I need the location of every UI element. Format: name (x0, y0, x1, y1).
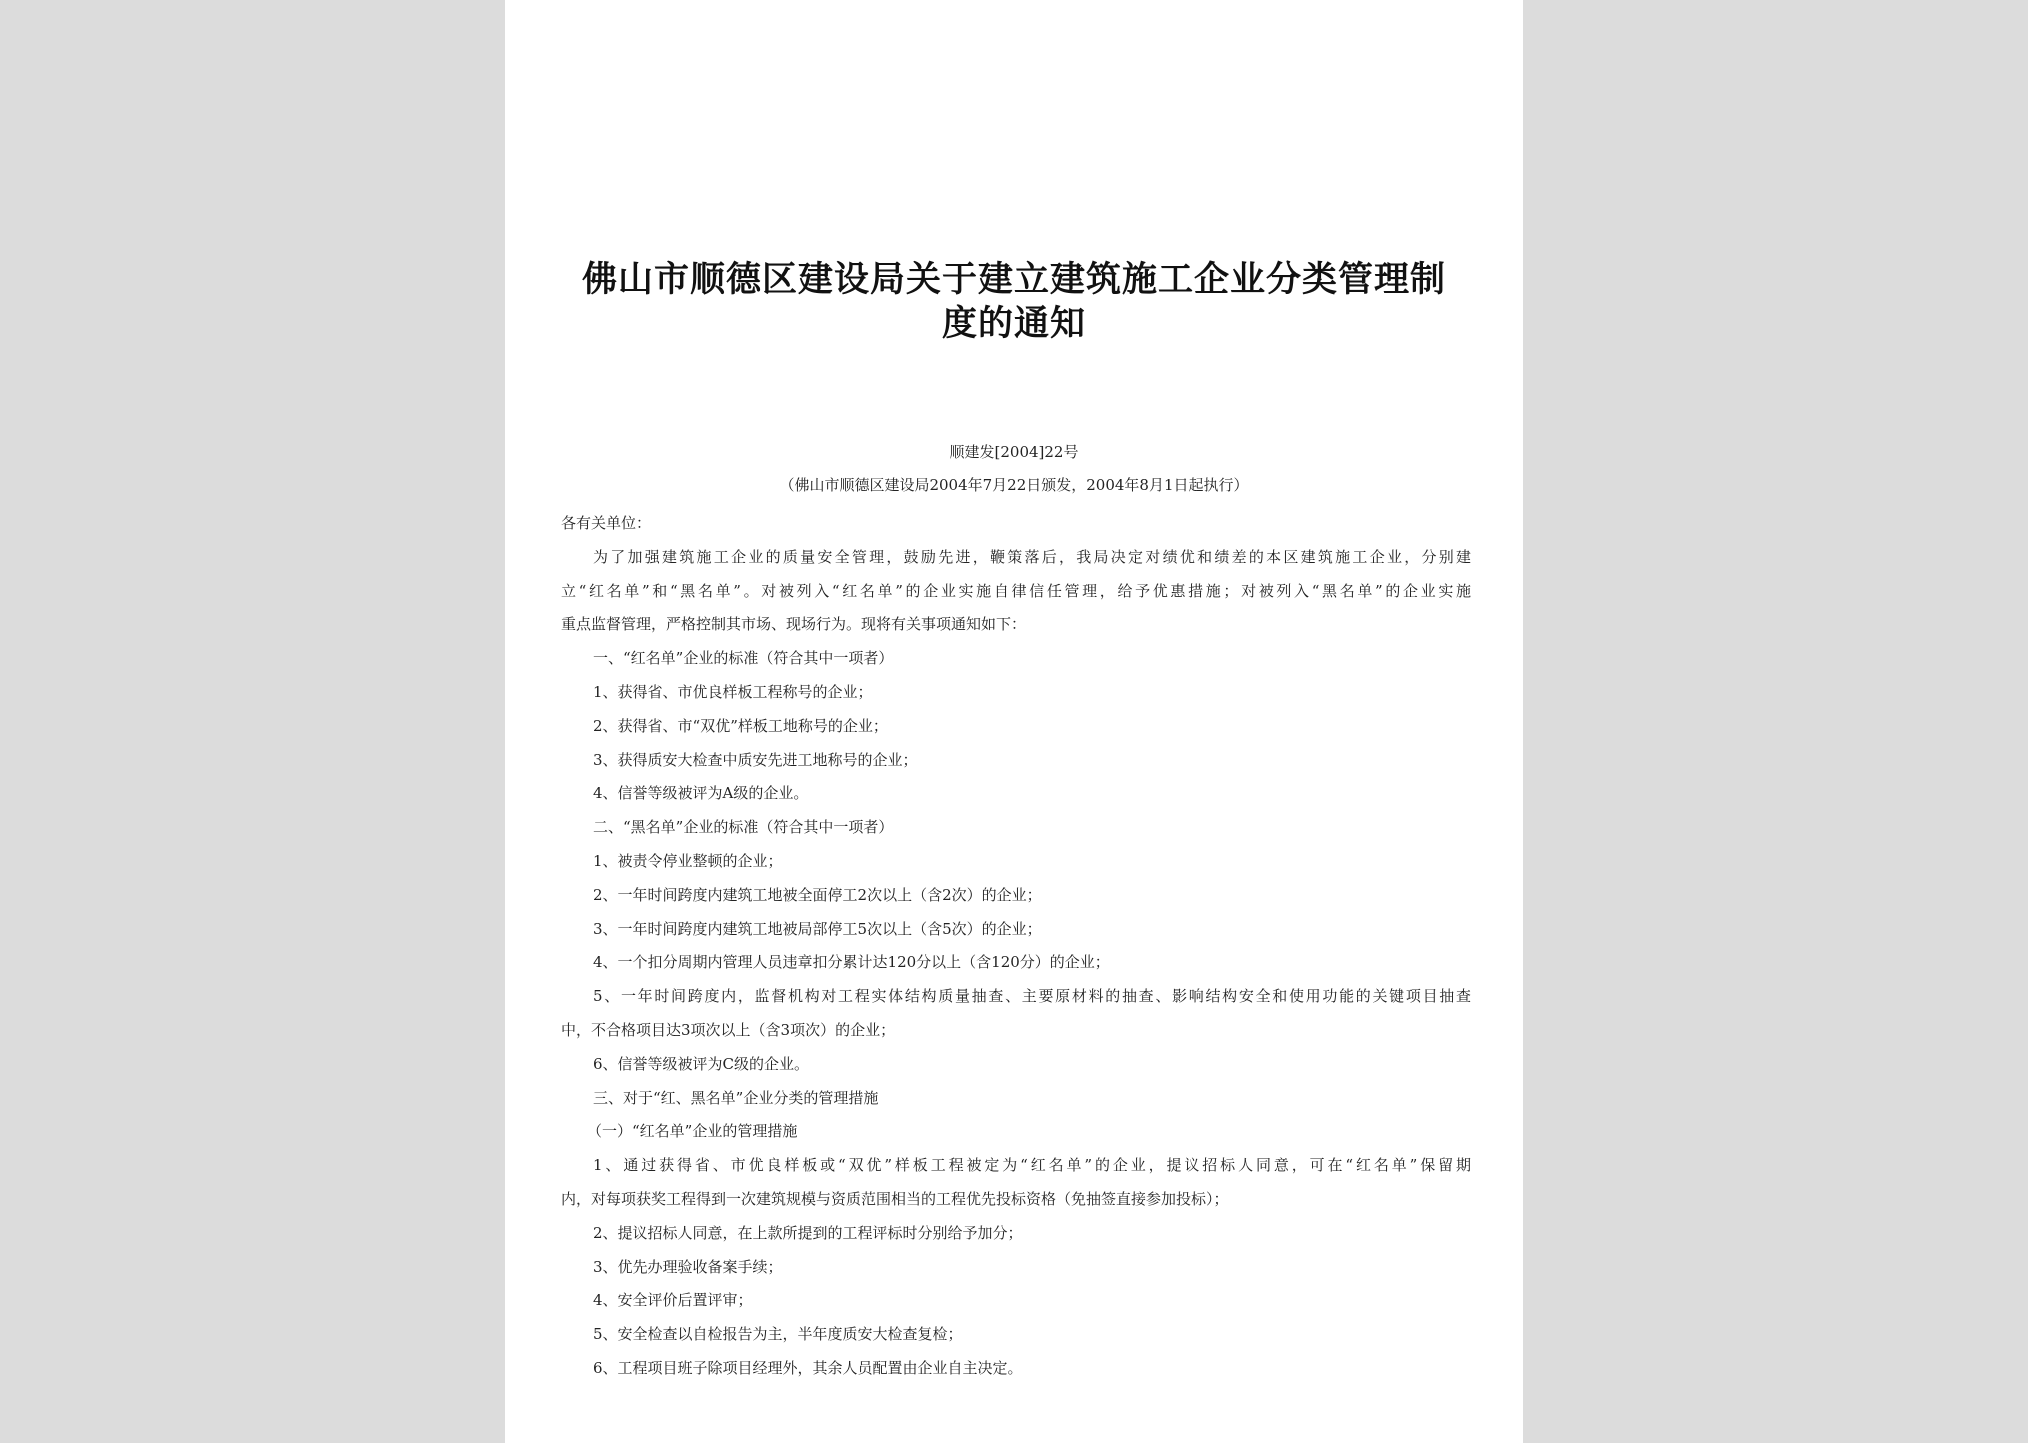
salutation: 各有关单位： (561, 514, 652, 532)
title-line-1: 佛山市顺德区建设局关于建立建筑施工企业分类管理制 (581, 260, 1446, 300)
list-item: 4、安全评价后置评审； (593, 1291, 753, 1310)
list-item: 6、信誉等级被评为C级的企业。 (593, 1054, 810, 1073)
list-item: 1、通过获得省、市优良样板或“双优”样板工程被定为“红名单”的企业，提议招标人同意，可在“红名单”保留期 (593, 1156, 1471, 1175)
section-heading: 一、“红名单”企业的标准（符合其中一项者） (593, 649, 894, 668)
section-heading: 二、“黑名单”企业的标准（符合其中一项者） (593, 818, 894, 837)
list-item: 5、一年时间跨度内，监督机构对工程实体结构质量抽查、主要原材料的抽查、影响结构安全和使用功能的关键项目抽查 (593, 987, 1471, 1006)
paragraph-line: 立“红名单”和“黑名单”。对被列入“红名单”的企业实施自律信任管理，给予优惠措施；对被列入“黑名单”的企业实施 (561, 581, 1471, 600)
list-item: 1、被责令停业整顿的企业； (593, 851, 783, 870)
list-item: 4、一个扣分周期内管理人员违章扣分累计达120分以上（含120分）的企业； (593, 953, 1110, 972)
subsection-heading: （一）“红名单”企业的管理措施 (587, 1122, 798, 1141)
list-item: 2、一年时间跨度内建筑工地被全面停工2次以上（含2次）的企业； (593, 885, 1042, 904)
document-page (505, 0, 1523, 1443)
section-heading: 三、对于“红、黑名单”企业分类的管理措施 (593, 1088, 879, 1107)
list-item: 2、提议招标人同意，在上款所提到的工程评标时分别给予加分； (593, 1223, 1023, 1242)
paragraph-line: 为了加强建筑施工企业的质量安全管理，鼓励先进，鞭策落后，我局决定对绩优和绩差的本区建筑施工企业，分别建 (593, 547, 1471, 566)
list-item: 3、优先办理验收备案手续； (593, 1257, 783, 1276)
title-line-2: 度的通知 (941, 304, 1086, 344)
list-item-continuation: 内，对每项获奖工程得到一次建筑规模与资质范围相当的工程优先投标资格（免抽签直接参加投标）； (561, 1189, 1229, 1208)
list-item: 2、获得省、市“双优”样板工地称号的企业； (593, 716, 888, 735)
list-item: 1、获得省、市优良样板工程称号的企业； (593, 682, 873, 701)
list-item: 3、一年时间跨度内建筑工地被局部停工5次以上（含5次）的企业； (593, 919, 1042, 938)
document-body (561, 507, 1471, 1386)
list-item: 3、获得质安大检查中质安先进工地称号的企业； (593, 750, 918, 769)
document-number: 顺建发[2004]22号 (949, 443, 1079, 461)
list-item: 4、信誉等级被评为A级的企业。 (593, 784, 809, 803)
list-item-continuation: 中，不合格项目达3项次以上（含3项次）的企业； (561, 1020, 896, 1039)
document-title (545, 258, 1483, 346)
paragraph-line: 重点监督管理，严格控制其市场、现场行为。现将有关事项通知如下： (561, 615, 1027, 634)
list-item: 5、安全检查以自检报告为主，半年度质安大检查复检； (593, 1325, 963, 1344)
list-item: 6、工程项目班子除项目经理外，其余人员配置由企业自主决定。 (593, 1358, 1023, 1377)
issuance-note: （佛山市顺德区建设局2004年7月22日颁发，2004年8月1日起执行） (779, 476, 1249, 494)
